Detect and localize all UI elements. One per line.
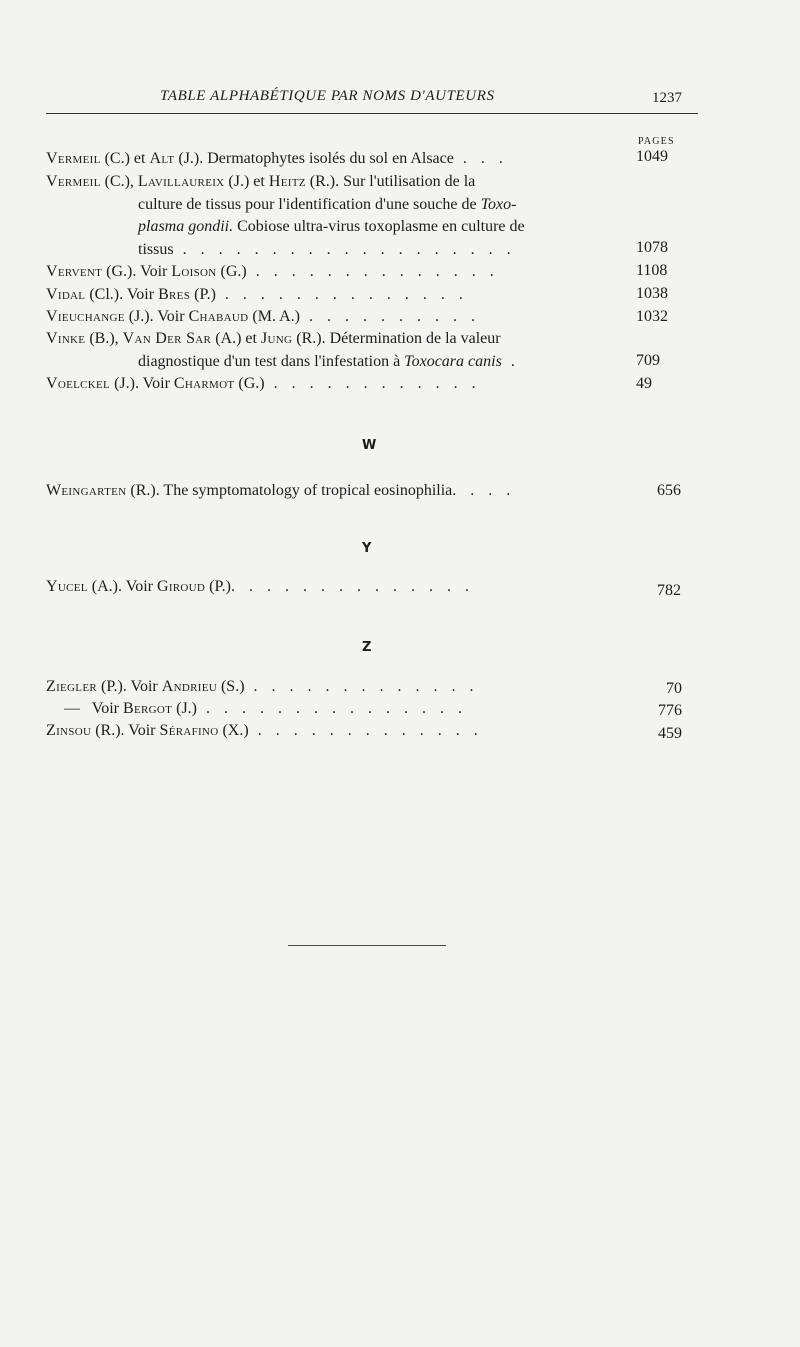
author-name: Vieuchange — [46, 308, 125, 325]
entry-text: (J.). Voir — [124, 308, 189, 325]
index-entry — [46, 576, 626, 599]
ditto-dash: — — [64, 700, 80, 717]
author-name: Lavillaureix — [137, 173, 225, 190]
page-ref: 709 — [636, 352, 660, 369]
entry-text: (S.) — [216, 678, 245, 695]
author-name: Bres — [158, 286, 191, 303]
author-name: Alt — [149, 150, 175, 167]
page-ref: 49 — [636, 375, 652, 392]
entry-text: (A.). Voir — [87, 578, 157, 595]
entry-continuation — [46, 194, 626, 217]
author-name: Van Der Sar — [122, 330, 212, 347]
entry-text: (Cl.). Voir — [85, 286, 159, 303]
entry-text: (J.) et — [224, 173, 269, 190]
entry-text: (P.) — [205, 578, 231, 595]
author-name: Voelckel — [46, 375, 111, 392]
page-ref: 1049 — [636, 148, 668, 165]
author-name: Zinsou — [46, 722, 92, 739]
index-entry — [46, 676, 626, 699]
page-ref: 1032 — [636, 308, 668, 325]
leader-dots: . . . . . . . . . . . . — [264, 375, 481, 392]
index-entry — [46, 698, 626, 721]
author-name: Weingarten — [46, 482, 127, 499]
entry-text: (P.). Voir — [96, 678, 162, 695]
italic-term: Toxo- — [480, 195, 517, 213]
entry-continuation — [46, 239, 626, 262]
entry-text: tissus — [138, 240, 174, 258]
entry-text: (G.) — [216, 263, 247, 280]
entry-text: (J.). Dermatophytes isolés du sol en Alsace — [174, 150, 454, 167]
entry-continuation — [46, 216, 626, 239]
author-name: Loison — [171, 263, 217, 280]
page-ref: 782 — [657, 582, 681, 599]
leader-dots: . . . . . . . . . . . . . . — [246, 263, 499, 280]
page-number: 1237 — [652, 90, 682, 106]
page-ref: 776 — [658, 702, 682, 719]
pages-column-label: PAGES — [638, 136, 675, 147]
entry-text: (R.). Détermination de la valeur — [292, 330, 501, 347]
author-name: Yucel — [46, 578, 88, 595]
entry-text: (A.) et — [211, 330, 261, 347]
entry-text: (J.). Voir — [110, 375, 174, 392]
leader-dots: . . . . — [452, 482, 516, 499]
section-letter: Y — [362, 541, 372, 556]
section-letter: Z — [362, 640, 372, 655]
entry-text: (P.) — [190, 286, 216, 303]
italic-term: Toxocara canis — [404, 352, 502, 370]
author-name: Charmot — [173, 375, 235, 392]
entry-text: (R.). Voir — [91, 722, 160, 739]
italic-term: plasma gondii. — [138, 218, 234, 235]
author-name: Chabaud — [188, 308, 249, 325]
page-ref: 1078 — [636, 239, 668, 256]
entry-text: (C.), — [100, 173, 138, 190]
index-entry — [46, 720, 626, 743]
entry-text: (M. A.) — [248, 308, 300, 325]
end-rule — [288, 945, 446, 946]
leader-dots: . . . . . . . . . . . . . — [248, 722, 483, 739]
entry-text: diagnostique d'un test dans l'infestation à — [138, 352, 405, 370]
entry-text: (R.). Sur l'utilisation de la — [305, 173, 476, 190]
entry-text: (B.), — [85, 330, 123, 347]
header-rule — [46, 113, 698, 114]
page-ref: 656 — [657, 482, 681, 499]
author-name: Jung — [260, 330, 293, 347]
index-entry — [46, 480, 626, 503]
index-entry — [46, 373, 626, 396]
entry-text: culture de tissus pour l'identification d'une souche de — [138, 195, 481, 213]
author-name: Vermeil — [46, 150, 101, 167]
entry-text: Voir — [80, 700, 123, 717]
running-head-title: TABLE ALPHABÉTIQUE PAR NOMS D'AUTEURS — [160, 88, 495, 104]
leader-dots: . . . . . . . . . . — [299, 308, 480, 325]
author-name: Giroud — [156, 578, 206, 595]
author-name: Andrieu — [161, 678, 217, 695]
author-name: Heitz — [268, 173, 306, 190]
author-name: Vidal — [46, 286, 86, 303]
index-entry — [46, 284, 626, 307]
index-entry — [46, 148, 626, 171]
author-name: Vervent — [46, 263, 103, 280]
leader-dots: . . . . . . . . . . . . . . — [230, 578, 474, 595]
section-letter: W — [362, 438, 377, 453]
index-entry — [46, 261, 626, 284]
author-name: Vermeil — [46, 173, 101, 190]
leader-dots: . . . . . . . . . . . . . . — [215, 286, 468, 303]
leader-dots: . . . . . . . . . . . . . . . . . . . — [173, 240, 516, 258]
leader-dots: . — [501, 352, 520, 370]
author-name: Vinke — [46, 330, 86, 347]
index-entry — [46, 306, 626, 329]
entry-text: (C.) et — [100, 150, 150, 167]
entry-text: (R.). The symptomatology of tropical eosinophilia — [126, 482, 453, 499]
author-name: Bergot — [122, 700, 173, 717]
page-ref: 1038 — [636, 285, 668, 302]
index-entry — [46, 328, 626, 373]
page-ref: 459 — [658, 725, 682, 742]
leader-dots: . . . — [453, 150, 508, 167]
author-name: Sérafino — [159, 722, 219, 739]
entry-text: (G.). Voir — [102, 263, 172, 280]
entry-text: Cobiose ultra-virus toxoplasme en culture de — [233, 218, 525, 235]
entry-text: (X.) — [218, 722, 249, 739]
index-entry — [46, 171, 626, 261]
entry-text: (G.) — [234, 375, 265, 392]
leader-dots: . . . . . . . . . . . . . — [244, 678, 479, 695]
author-name: Ziegler — [46, 678, 97, 695]
page-ref: 70 — [666, 680, 682, 697]
page-ref: 1108 — [636, 262, 668, 279]
leader-dots: . . . . . . . . . . . . . . . — [197, 700, 468, 717]
entry-text: (J.) — [172, 700, 198, 717]
entry-continuation — [46, 351, 626, 374]
